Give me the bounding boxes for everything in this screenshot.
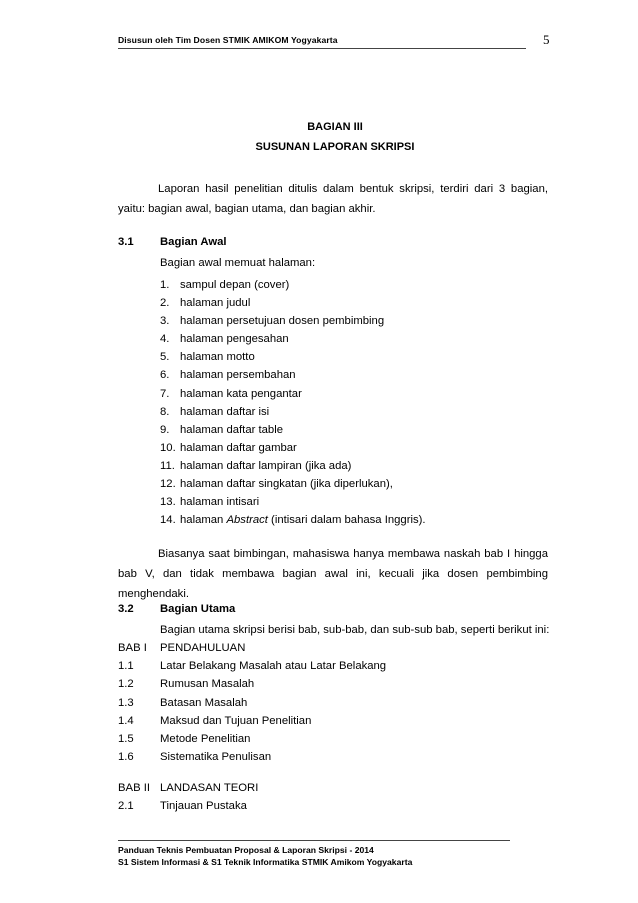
item-number: 2. [160,297,170,310]
footer-rule [118,840,510,841]
list-item [160,493,426,511]
outline-number: 1.2 [118,678,134,691]
list-item [160,294,426,312]
item-text: halaman daftar table [180,423,283,436]
item-text: halaman kata pengantar [180,387,302,400]
outline-item [118,712,386,730]
item-text-post: (intisari dalam bahasa Inggris). [267,514,426,527]
item-text: halaman daftar gambar [180,441,297,454]
footer-line-1: Panduan Teknis Pembuatan Proposal & Laporan Skripsi - 2014 [118,845,374,855]
outline-text: Tinjauan Pustaka [160,800,247,813]
outline-number: BAB I [118,642,147,654]
outline-item [118,657,386,675]
item-number: 5. [160,351,170,364]
outline-number: 1.1 [118,660,134,673]
outline-number: 2.1 [118,800,134,813]
item-number: 14. [160,514,176,527]
page-header [118,33,556,53]
outline-text: Rumusan Masalah [160,678,255,691]
item-text: halaman persetujuan dosen pembimbing [180,315,385,328]
outline-text: PENDAHULUAN [160,642,246,654]
item-text: halaman daftar isi [180,405,270,418]
chapter-name-title: SUSUNAN LAPORAN SKRIPSI [255,141,415,153]
outline-number: 1.3 [118,696,134,709]
item-text: halaman motto [180,351,255,364]
item-number: 4. [160,333,170,346]
outline-number: BAB II [118,782,151,794]
item-number: 1. [160,279,170,291]
list-item [160,330,426,348]
section-number: 3.1 [118,236,134,248]
list-item [160,511,426,529]
note-paragraph: Biasanya saat bimbingan, mahasiswa hanya membawa naskah bab I hingga bab V, dan tidak membawa bagian awal ini, kecuali jika dosen pembimbing menghendaki. [118,548,548,600]
list-item [160,312,426,330]
section-title: Bagian Utama [160,603,236,615]
outline-item [118,797,258,815]
list-item [160,475,426,493]
outline-number: 1.4 [118,714,134,727]
outline-text: Metode Penelitian [160,732,251,745]
item-number: 7. [160,387,170,400]
list-item [160,276,426,294]
outline-text: LANDASAN TEORI [160,782,259,794]
footer-line-2: S1 Sistem Informasi & S1 Teknik Informatika STMIK Amikom Yogyakarta [118,857,413,867]
front-matter-list [160,276,426,529]
item-text [180,511,426,529]
item-number: 3. [160,315,170,328]
list-item [160,385,426,403]
item-text: sampul depan (cover) [180,279,290,291]
outline-text: Sistematika Penulisan [160,751,272,764]
item-text-italic: Abstract [226,514,268,527]
list-item [160,403,426,421]
item-number: 9. [160,423,170,436]
item-number: 6. [160,369,170,382]
list-item [160,421,426,439]
chapter-part-title: BAGIAN III [307,121,363,133]
outline-item [118,694,386,712]
page-number: 5 [543,32,550,47]
outline-text: Maksud dan Tujuan Penelitian [160,714,312,727]
list-item [160,439,426,457]
item-number: 12. [160,478,176,491]
header-rule [118,48,526,49]
item-text: halaman daftar singkatan (jika diperlukan), [180,478,393,491]
list-item [160,457,426,475]
chapter-1-outline [118,639,386,766]
item-text: halaman pengesahan [180,333,289,346]
outline-text: Batasan Masalah [160,696,248,709]
outline-number: 1.5 [118,732,134,745]
item-number: 11. [160,459,175,472]
outline-item [118,639,386,657]
list-item [160,366,426,384]
item-number: 13. [160,496,176,509]
outline-item [118,748,386,766]
item-text: halaman intisari [180,496,260,509]
item-text: halaman judul [180,297,251,310]
item-number: 8. [160,405,170,418]
outline-text: Latar Belakang Masalah atau Latar Belakang [160,660,387,673]
header-text: Disusun oleh Tim Dosen STMIK AMIKOM Yogyakarta [118,35,338,45]
list-item [160,348,426,366]
section-number: 3.2 [118,603,134,615]
outline-item [118,779,258,797]
item-text: halaman persembahan [180,369,296,382]
section-title: Bagian Awal [160,236,227,248]
intro-paragraph: Laporan hasil penelitian ditulis dalam bentuk skripsi, terdiri dari 3 bagian, yaitu: bagian awal, bagian utama, dan bagian akhir. [118,183,548,215]
chapter-2-outline [118,779,258,815]
item-number: 10. [160,441,176,454]
item-text: halaman daftar lampiran (jika ada) [180,459,352,472]
section-intro: Bagian awal memuat halaman: [160,257,316,269]
item-text-pre: halaman [180,514,227,527]
outline-item [118,675,386,693]
outline-item [118,730,386,748]
outline-number: 1.6 [118,751,134,764]
page-footer [118,844,412,868]
section-intro: Bagian utama skripsi berisi bab, sub-bab, dan sub-sub bab, seperti berikut ini: [160,624,550,636]
